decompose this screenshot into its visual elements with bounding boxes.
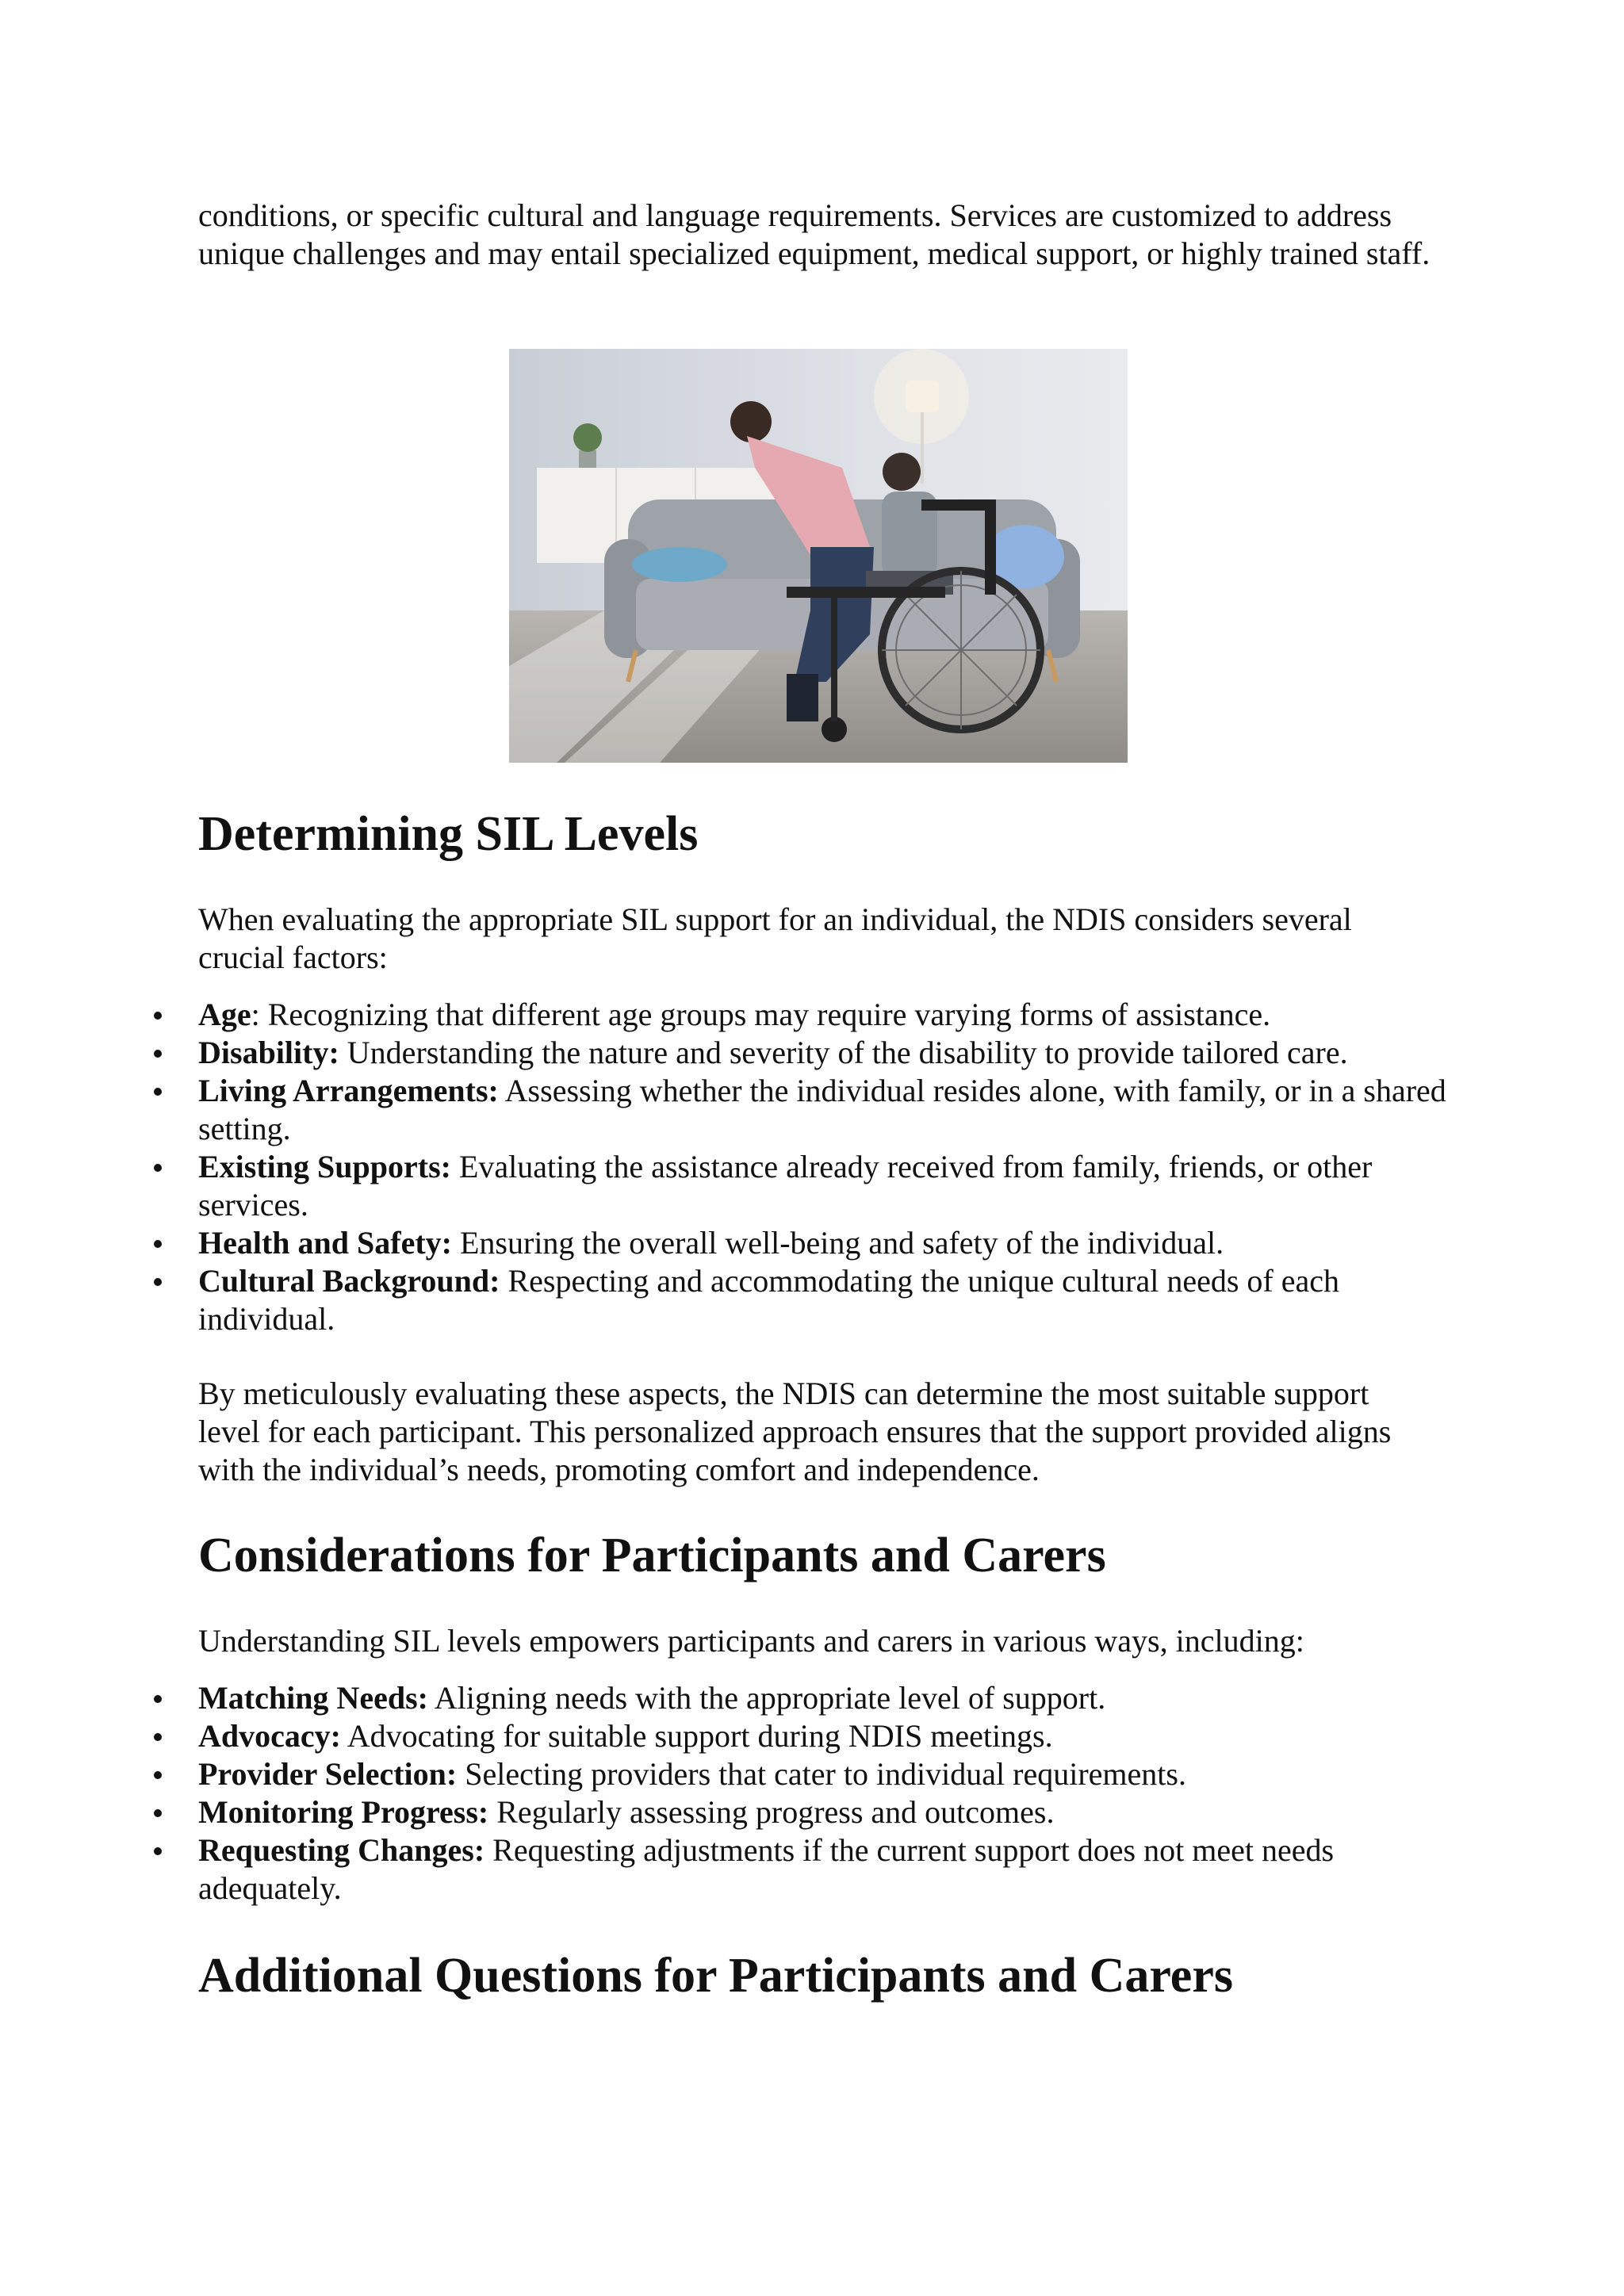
section-heading-determining-sil-levels: Determining SIL Levels [198,807,699,861]
list-item-text: Aligning needs with the appropriate level of support. [427,1680,1106,1716]
list-item-term: Existing Supports: [198,1149,451,1184]
list-item-term: Cultural Background: [198,1263,500,1299]
list-item-term: Health and Safety: [198,1225,452,1261]
list-item-term: Provider Selection: [198,1756,458,1792]
list-item-text: Advocating for suitable support during NDIS meetings. [340,1718,1053,1754]
list-item-term: Disability: [198,1035,339,1070]
section-heading-considerations: Considerations for Participants and Carers [198,1529,1106,1582]
list-item [198,1034,1467,1072]
list-item-text: Requesting adjustments if the current support does not meet needs adequately. [198,1832,1335,1906]
list-item [198,1717,1467,1755]
list-item-term: Matching Needs: [198,1680,428,1716]
list-item-term: Monitoring Progress: [198,1794,489,1830]
factors-list [198,996,1467,1338]
section-intro: Understanding SIL levels empowers participants and carers in various ways, including: [198,1623,1304,1659]
list-item-term: Requesting Changes: [198,1832,485,1868]
intro-paragraph: conditions, or specific cultural and language requirements. Services are customized to address unique challenges and may entail specialized equipment, medical support, or highly trained staff. [198,197,1431,271]
list-item [198,1679,1467,1717]
list-item-term: Age [198,997,251,1032]
list-item-text: Regularly assessing progress and outcomes. [488,1794,1055,1830]
section-intro: When evaluating the appropriate SIL support for an individual, the NDIS considers several crucial factors: [198,901,1352,975]
section-heading-additional-questions: Additional Questions for Participants and Carers [198,1949,1233,2003]
list-item-term: Living Arrangements: [198,1073,499,1108]
list-item-term: Advocacy: [198,1718,341,1754]
list-item [198,1755,1467,1793]
list-item [198,1793,1467,1831]
list-item [198,1831,1467,1908]
list-item-text: Ensuring the overall well-being and safety of the individual. [452,1225,1224,1261]
list-item-text: Selecting providers that cater to individual requirements. [457,1756,1186,1792]
wheelchair-care-photo [509,349,1128,763]
list-item-text: Assessing whether the individual resides alone, with family, or in a shared setting. [198,1073,1446,1146]
list-item [198,1262,1467,1338]
list-item [198,1224,1467,1262]
list-item-text: : Recognizing that different age groups may require varying forms of assistance. [251,997,1271,1032]
list-item [198,996,1467,1034]
considerations-list [198,1679,1467,1908]
list-item-text: Understanding the nature and severity of the disability to provide tailored care. [339,1035,1348,1070]
section-outro: By meticulously evaluating these aspects, the NDIS can determine the most suitable support level for each participant. This personalized approach ensures that the support provided aligns with the individual’s needs, promoting comfort and independence. [198,1376,1392,1487]
list-item [198,1148,1467,1224]
list-item-text: Evaluating the assistance already received from family, friends, or other services. [198,1149,1373,1223]
list-item [198,1072,1467,1148]
list-item-text: Respecting and accommodating the unique cultural needs of each individual. [198,1263,1339,1337]
